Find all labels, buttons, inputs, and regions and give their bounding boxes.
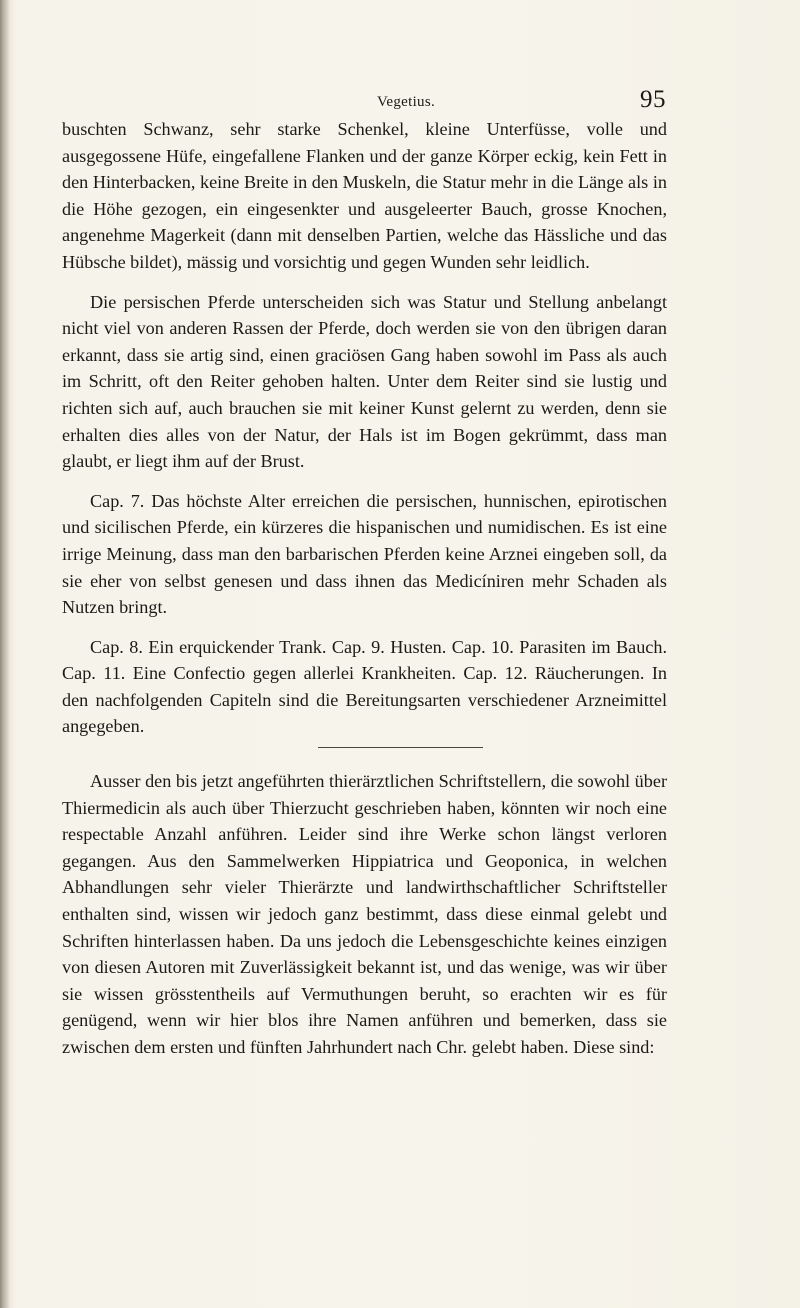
page-number: 95 [640,86,666,113]
paragraph-chapter-7: Cap. 7. Das höchste Alter erreichen die persischen, hunnischen, epirotischen und sicilischen Pferde, ein kürzeres die hispanischen und numidischen. Es ist eine irrige Meinung, dass man den barbarischen Pferden keine Arznei eingeben soll, da sie eher von selbst genesen und dass ihnen das Medicíniren mehr Schaden als Nutzen bringt. [62,490,667,618]
section-two-text [62,768,667,1074]
page-binding-edge [0,0,10,1308]
running-head [0,86,800,120]
running-title: Vegetius. [376,94,436,110]
paragraph-chapters-8-12: Cap. 8. Ein erquickender Trank. Cap. 9. Husten. Cap. 10. Parasiten im Bauch. Cap. 11. Eine Confectio gegen allerlei Krankheiten. Cap. 12. Räucherungen. In den nachfolgenden Capiteln sind die Bereitungsarten verschiedener Arzneimittel angegeben. [62,636,667,737]
paragraph-continuation: buschten Schwanz, sehr starke Schenkel, kleine Unterfüsse, volle und ausgegossene Hüfe, eingefallene Flanken und der ganze Körper eckig, kein Fett in den Hinterbacken, keine Breite in den Muskeln, die Statur mehr in die Länge als in die Höhe gezogen, ein eingesenkter und ausgeleerter Bauch, grosse Knochen, angenehme Magerkeit (dann mit denselben Partien, welche das Hässliche und das Hübsche bildet), mässig und vorsichtig und gegen Wunden sehr leidlich. [62,119,667,272]
paragraph-persian-horses: Die persischen Pferde unterscheiden sich was Statur und Stellung anbelangt nicht viel von anderen Rassen der Pferde, doch werden sie von den übrigen daran erkannt, dass sie artig sind, einen graciösen Gang haben sowohl im Pass als auch im Schritt, oft den Reiter gehoben halten. Unter dem Reiter sind sie lustig und richten sich auf, auch brauchen sie mit keiner Kunst gelernt zu werden, denn sie erhalten dies alles von der Natur, der Hals ist im Bogen gekrümmt, dass man glaubt, er liegt ihm auf der Brust. [62,291,667,472]
section-one-text [62,116,667,753]
paragraph-other-authors: Ausser den bis jetzt angeführten thierärztlichen Schriftstellern, die sowohl über Thiermedicin als auch über Thierzucht geschrieben haben, könnten wir noch eine respectable Anzahl anführen. Leider sind ihre Werke schon längst verloren gegangen. Aus den Sammelwerken Hippiatrica und Geoponica, in welchen Abhandlungen sehr vieler Thierärzte und landwirthschaftlicher Schriftsteller enthalten sind, wissen wir jedoch ganz bestimmt, dass diese einmal gelebt und Schriften hinterlassen haben. Da uns jedoch die Lebensgeschichte keines einzigen von diesen Autoren mit Zuverlässigkeit bekannt ist, und das wenige, was wir über sie wissen grösstentheils auf Vermuthungen beruht, so erachten wir es für genügend, wenn wir hier blos ihre Namen anführen und bemerken, dass sie zwischen dem ersten und fünften Jahrhundert nach Chr. gelebt haben. Diese sind: [62,771,667,1057]
section-divider-rule [318,747,483,748]
